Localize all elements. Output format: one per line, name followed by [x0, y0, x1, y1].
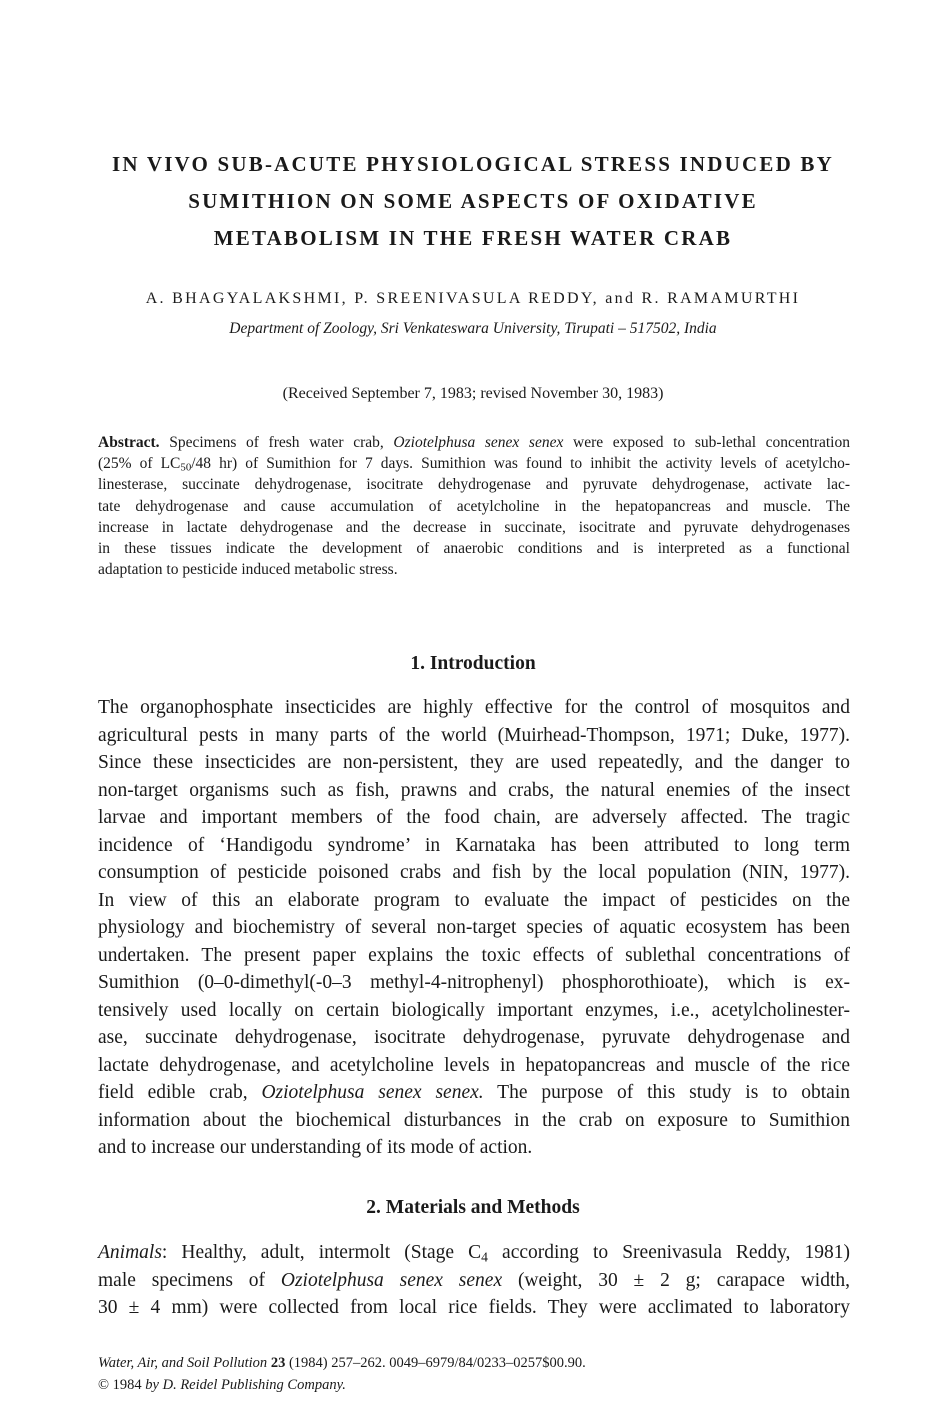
body-text: The purpose of this study is to obtain	[497, 1082, 850, 1103]
title-line: SUMITHION ON SOME ASPECTS OF OXIDATIVE	[188, 189, 758, 213]
body-line: physiology and biochemistry of several non-target species of aquatic ecosystem has been	[98, 917, 850, 938]
abstract-text: were exposed to sub-lethal concentration	[573, 434, 850, 451]
body-line: and to increase our understanding of its mode of action.	[98, 1137, 533, 1158]
publisher: by D. Reidel Publishing Company.	[145, 1377, 346, 1393]
article-title	[60, 146, 886, 257]
body-line: tensively used locally on certain biologically important enzymes, i.e., acetylcholinester-	[98, 999, 850, 1021]
species-name: Oziotelphusa senex senex	[393, 434, 564, 451]
body-text: field edible crab,	[98, 1082, 248, 1103]
journal-name: Water, Air, and Soil Pollution	[98, 1355, 268, 1371]
abstract-line: increase in lactate dehydrogenase and the decrease in succinate, isocitrate and pyruvate dehydrogenases	[98, 518, 850, 536]
body-line: ase, succinate dehydrogenase, isocitrate dehydrogenase, pyruvate dehydrogenase and	[98, 1027, 850, 1048]
copyright-line	[98, 1374, 586, 1396]
received-dates: (Received September 7, 1983; revised November 30, 1983)	[282, 385, 664, 402]
body-line: agricultural pests in many parts of the world (Muirhead-Thompson, 1971; Duke, 1977).	[98, 724, 850, 746]
abstract-line: tate dehydrogenase and cause accumulation of acetylcholine in the hepatopancreas and muscle. The	[98, 497, 850, 515]
title-line: IN VIVO SUB-ACUTE PHYSIOLOGICAL STRESS INDUCED BY	[112, 152, 834, 176]
abstract-line: adaptation to pesticide induced metabolic stress.	[98, 561, 398, 579]
body-line: non-target organisms such as fish, prawns and crabs, the natural enemies of the insect	[98, 779, 850, 801]
body-line: Since these insecticides are non-persistent, they are used repeatedly, and the danger to	[98, 752, 850, 773]
citation-line	[98, 1352, 586, 1374]
page-footer	[98, 1352, 586, 1396]
abstract-line: linesterase, succinate dehydrogenase, isocitrate dehydrogenase and pyruvate dehydrogenase, activate lac-	[98, 476, 850, 494]
copyright-symbol: ©	[98, 1377, 110, 1393]
methods-body	[98, 1239, 850, 1322]
body-line: 30 ± 4 mm) were collected from local rice fields. They were acclimated to laboratory	[98, 1297, 850, 1318]
body-line: The organophosphate insecticides are highly effective for the control of mosquitos and	[98, 697, 850, 718]
section-heading-methods: 2. Materials and Methods	[366, 1197, 580, 1218]
paragraph-label: Animals	[98, 1242, 162, 1263]
body-line: undertaken. The present paper explains the toxic effects of sublethal concentrations of	[98, 944, 850, 966]
subscript: 4	[481, 1249, 488, 1265]
title-line: METABOLISM IN THE FRESH WATER CRAB	[213, 226, 733, 250]
abstract-line	[98, 453, 850, 474]
species-name: Oziotelphusa senex senex.	[261, 1082, 484, 1103]
body-text: : Healthy, adult, intermolt (Stage C	[161, 1242, 482, 1263]
body-line: information about the biochemical disturbances in the crab on exposure to Sumithion	[98, 1109, 850, 1131]
body-line: Sumithion (0–0-dimethyl(-0–3 methyl-4-nitrophenyl) phosphorothioate), which is ex-	[98, 972, 850, 993]
body-text: according to Sreenivasula Reddy, 1981)	[487, 1242, 850, 1263]
section-heading-introduction: 1. Introduction	[410, 653, 536, 674]
body-line	[98, 1239, 850, 1267]
abstract-line: in these tissues indicate the development of anaerobic conditions and is interpreted as a functional	[98, 539, 850, 557]
abstract-line	[98, 432, 850, 453]
copyright-year: 1984	[109, 1377, 146, 1393]
abstract-text: /48 hr) of Sumithion for 7 days. Sumithion was found to inhibit the activity levels of acetylcho-	[191, 455, 851, 473]
body-line: lactate dehydrogenase, and acetylcholine levels in hepatopancreas and muscle of the rice	[98, 1054, 850, 1076]
volume-number: 23	[270, 1355, 286, 1371]
abstract-label: Abstract.	[98, 434, 160, 451]
body-text: (weight, 30 ± 2 g; carapace width,	[517, 1269, 850, 1291]
author-list: A. BHAGYALAKSHMI, P. SREENIVASULA REDDY, and R. RAMAMURTHI	[145, 290, 801, 307]
body-line	[98, 1079, 850, 1107]
body-line	[98, 1267, 850, 1295]
abstract	[98, 432, 850, 580]
citation-text: (1984) 257–262. 0049–6979/84/0233–0257$00.90.	[285, 1355, 586, 1371]
species-name: Oziotelphusa senex senex	[280, 1269, 503, 1291]
introduction-body	[98, 694, 850, 1162]
body-line: In view of this an elaborate program to evaluate the impact of pesticides on the	[98, 889, 850, 911]
body-line: larvae and important members of the food chain, are adversely affected. The tragic	[98, 807, 850, 828]
abstract-text: Specimens of fresh water crab,	[169, 434, 384, 451]
body-line: consumption of pesticide poisoned crabs and fish by the local population (NIN, 1977).	[98, 862, 850, 883]
abstract-text: (25% of LC	[98, 455, 181, 473]
body-text: male specimens of	[98, 1269, 266, 1291]
subscript: 50	[180, 461, 192, 474]
body-line: incidence of ‘Handigodu syndrome’ in Karnataka has been attributed to long term	[98, 834, 850, 856]
affiliation: Department of Zoology, Sri Venkateswara University, Tirupati – 517502, India	[229, 320, 717, 337]
